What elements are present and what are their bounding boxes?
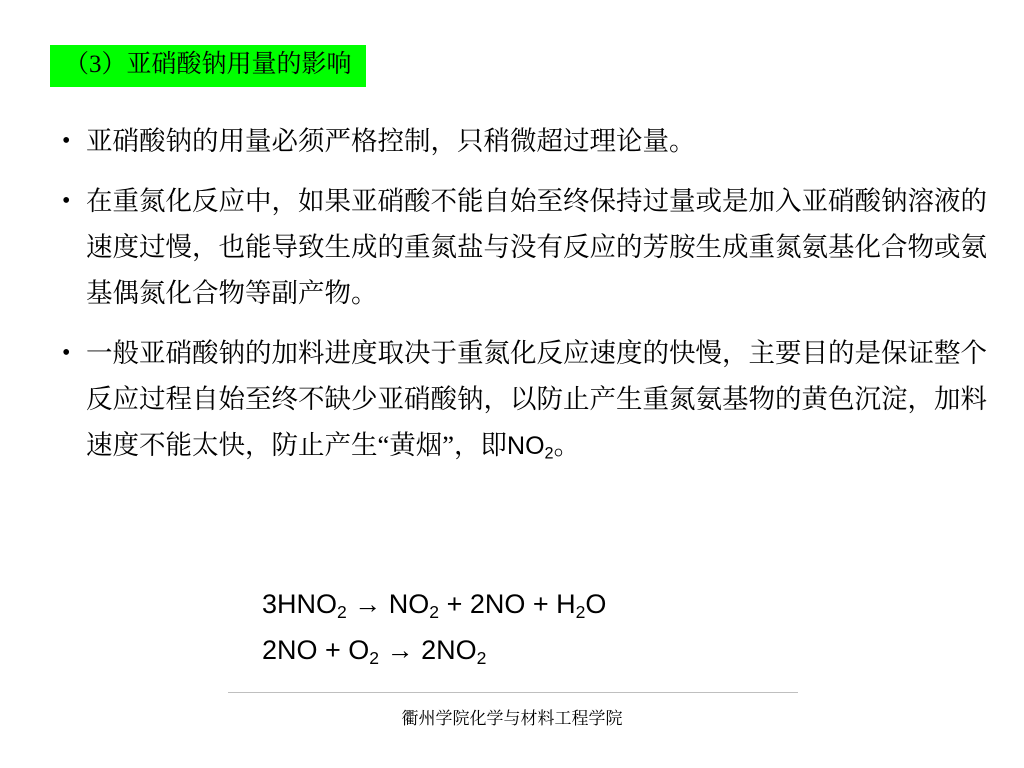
- bullet-marker-icon: •: [62, 128, 71, 154]
- bullet-text-1: 亚硝酸钠的用量必须严格控制，只稍微超过理论量。: [86, 126, 696, 156]
- list-item: [50, 118, 990, 164]
- equation-line-1: $3HNO_2 \to NO_2 + 2NO + H_2O$: [262, 589, 607, 622]
- equation-line-2: $2NO + O_2 \to 2NO_2$: [262, 634, 487, 668]
- bullet-marker-icon: •: [62, 340, 71, 366]
- bullet-text-3: 一般亚硝酸钠的加料进度取决于重氮化反应速度的快慢，主要目的是保证整个反应过程自始至终不缺少亚硝酸钠，以防止产生重氮氨基物的黄色沉淀，加料速度不能太快，防止产生“黄烟”，即$NO_2$。: [86, 338, 987, 463]
- slide-title: （3）亚硝酸钠用量的影响: [50, 45, 366, 87]
- footer-label: 衢州学院化学与材料工程学院: [401, 709, 623, 728]
- list-item: [50, 178, 990, 316]
- bullet-list: [50, 118, 990, 491]
- reaction-equations: [262, 585, 606, 677]
- list-item: [50, 330, 990, 477]
- bullet-marker-icon: •: [62, 188, 71, 214]
- footer-divider: [228, 692, 798, 693]
- bullet-text-2: 在重氮化反应中，如果亚硝酸不能自始至终保持过量或是加入亚硝酸钠溶液的速度过慢，也能导致生成的重氮盐与没有反应的芳胺生成重氮氨基化合物或氨基偶氮化合物等副产物。: [86, 186, 987, 308]
